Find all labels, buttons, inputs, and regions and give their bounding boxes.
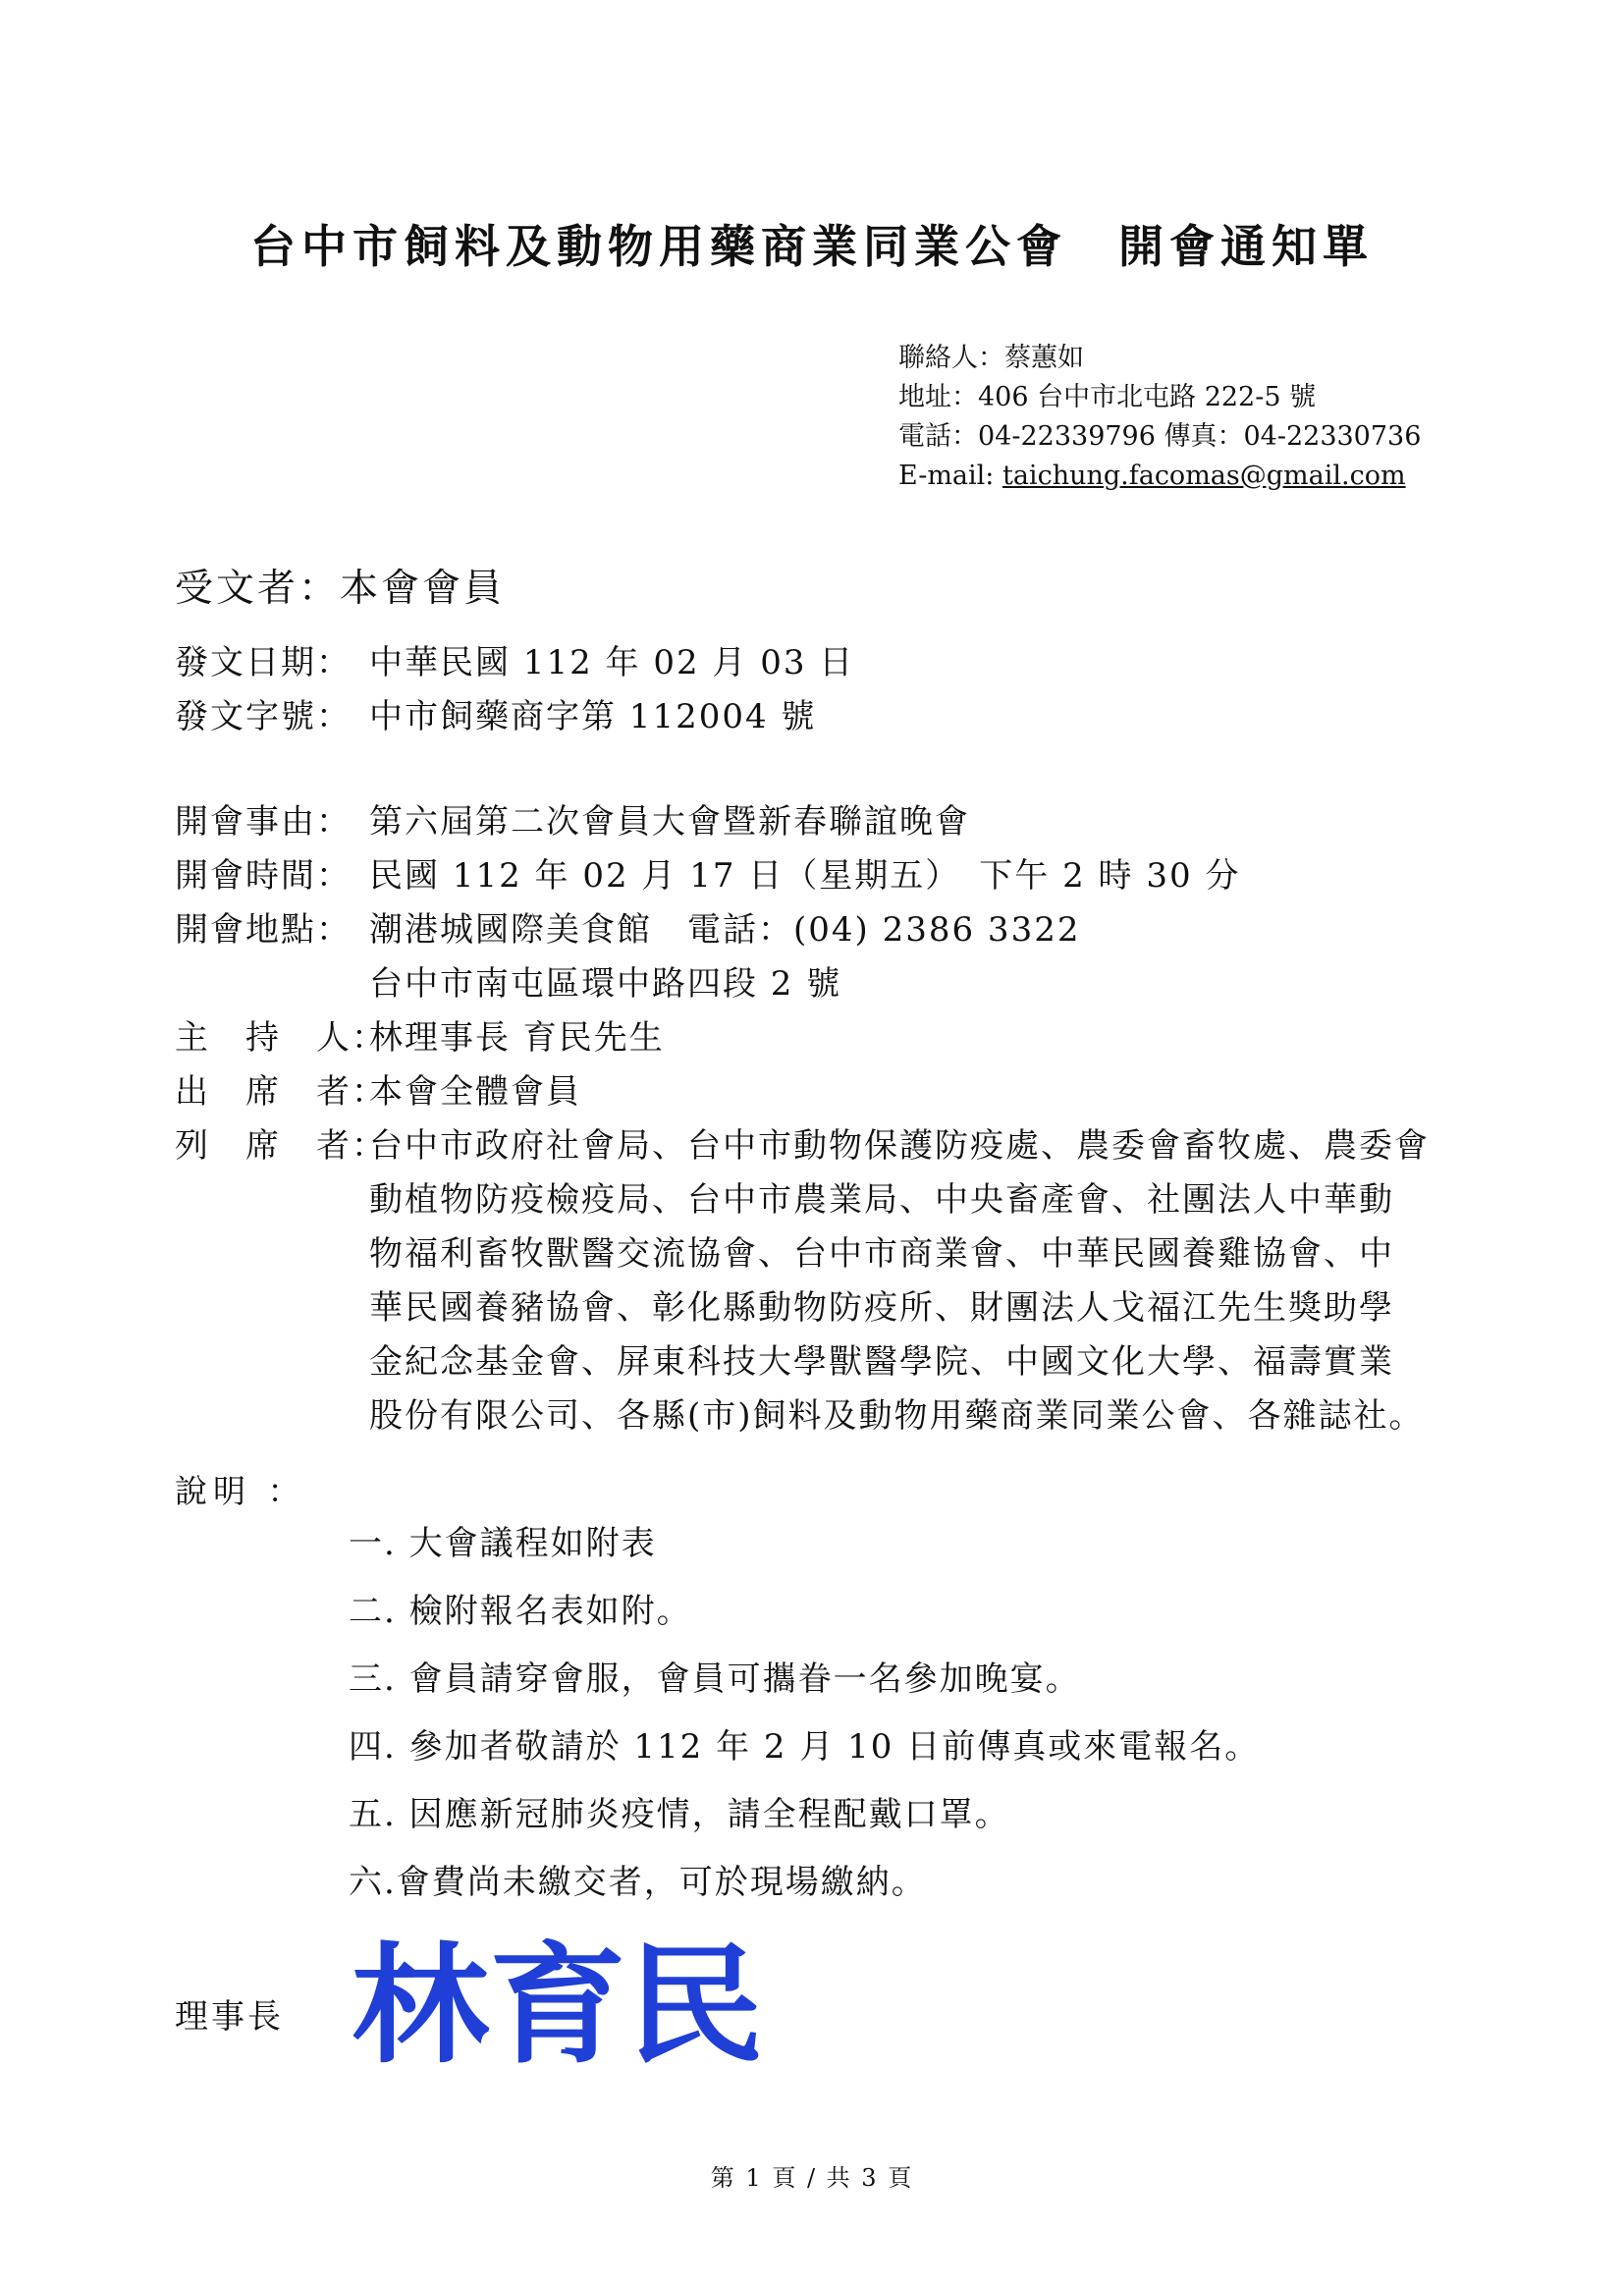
meeting-place-label: 開會地點： [175, 910, 352, 950]
observers-row-cont [175, 1227, 1530, 1281]
chairman-signature [344, 1915, 776, 2082]
explanation-item: 一. 大會議程如附表 [349, 1524, 657, 1563]
observers-row [175, 1119, 1530, 1173]
email-label: E-mail: [898, 461, 1002, 491]
meeting-time-label: 開會時間： [175, 856, 352, 896]
meeting-reason-value: 第六屆第二次會員大會暨新春聯誼晚會 [369, 802, 970, 842]
doc-number-value: 中市飼藥商字第 112004 號 [369, 697, 817, 736]
observers-line: 金紀念基金會、屏東科技大學獸醫學院、中國文化大學、福壽實業 [369, 1342, 1394, 1382]
contact-person: 聯絡人：蔡蕙如 [898, 343, 1084, 373]
observers-label: 列 席 者： [175, 1126, 387, 1166]
meeting-time-row [175, 849, 1530, 903]
attendees-row [175, 1065, 1530, 1119]
explanation-item: 六.會費尚未繳交者，可於現場繳納。 [349, 1863, 927, 1902]
host-row [175, 1011, 1530, 1065]
issue-date-row [175, 636, 1530, 690]
observers-line: 台中市政府社會局、台中市動物保護防疫處、農委會畜牧處、農委會 [369, 1126, 1430, 1166]
observers-line: 物福利畜牧獸醫交流協會、台中市商業會、中華民國養雞協會、中 [369, 1234, 1394, 1274]
meeting-reason-row [175, 795, 1530, 849]
observers-line: 華民國養豬協會、彰化縣動物防疫所、財團法人戈福江先生獎助學 [369, 1288, 1394, 1328]
recipient: 受文者：本會會員 [175, 567, 506, 611]
explanation-list [349, 1510, 1260, 1917]
contact-email-line [898, 457, 1421, 496]
observers-row-cont [175, 1389, 1530, 1443]
observers-row-cont [175, 1335, 1530, 1389]
meeting-place-address-row [175, 957, 1530, 1011]
observers-line: 股份有限公司、各縣(市)飼料及動物用藥商業同業公會、各雜誌社。 [369, 1396, 1425, 1436]
explanation-item: 三. 會員請穿會服，會員可攜眷一名參加晚宴。 [349, 1659, 1081, 1699]
doc-number-label: 發文字號： [175, 697, 352, 736]
issue-date-label: 發文日期： [175, 643, 352, 682]
notice-fields [175, 636, 1530, 1443]
doc-number-row [175, 690, 1530, 744]
explanation-label: 說明 ： [175, 1472, 306, 1510]
contact-address: 地址：406 台中市北屯路 222-5 號 [898, 382, 1317, 412]
document-title: 台中市飼料及動物用藥商業同業公會 開會通知單 [250, 220, 1374, 273]
signature-text: 林育民 [352, 1931, 764, 2082]
meeting-place-address: 台中市南屯區環中路四段 2 號 [369, 964, 842, 1004]
host-label: 主 持 人： [175, 1018, 387, 1058]
email-link[interactable]: taichung.facomas@gmail.com [1001, 461, 1406, 491]
attendees-label: 出 席 者： [175, 1072, 387, 1112]
explanation-item: 二. 檢附報名表如附。 [349, 1592, 692, 1631]
page-footer: 第 1 頁 / 共 3 頁 [710, 2164, 914, 2192]
meeting-reason-label: 開會事由： [175, 802, 352, 842]
issue-date-value: 中華民國 112 年 02 月 03 日 [369, 643, 855, 682]
spacer [175, 744, 1530, 795]
contact-block [898, 339, 1421, 496]
host-value: 林理事長 育民先生 [369, 1018, 665, 1058]
observers-row-cont [175, 1173, 1530, 1227]
attendees-value: 本會全體會員 [369, 1072, 581, 1112]
chairman-label: 理事長 [175, 1997, 284, 2037]
contact-phone-fax: 電話：04-22339796 傳真：04-22330736 [898, 421, 1422, 452]
explanation-item: 五. 因應新冠肺炎疫情，請全程配戴口罩。 [349, 1795, 1010, 1834]
observers-row-cont [175, 1281, 1530, 1335]
observers-line: 動植物防疫檢疫局、台中市農業局、中央畜產會、社團法人中華動 [369, 1180, 1394, 1220]
meeting-place-value: 潮港城國際美食館 電話：(04) 2386 3322 [369, 910, 1081, 950]
meeting-place-row [175, 903, 1530, 957]
explanation-item: 四. 參加者敬請於 112 年 2 月 10 日前傳真或來電報名。 [349, 1727, 1261, 1767]
meeting-time-value: 民國 112 年 02 月 17 日（星期五） 下午 2 時 30 分 [369, 856, 1241, 896]
